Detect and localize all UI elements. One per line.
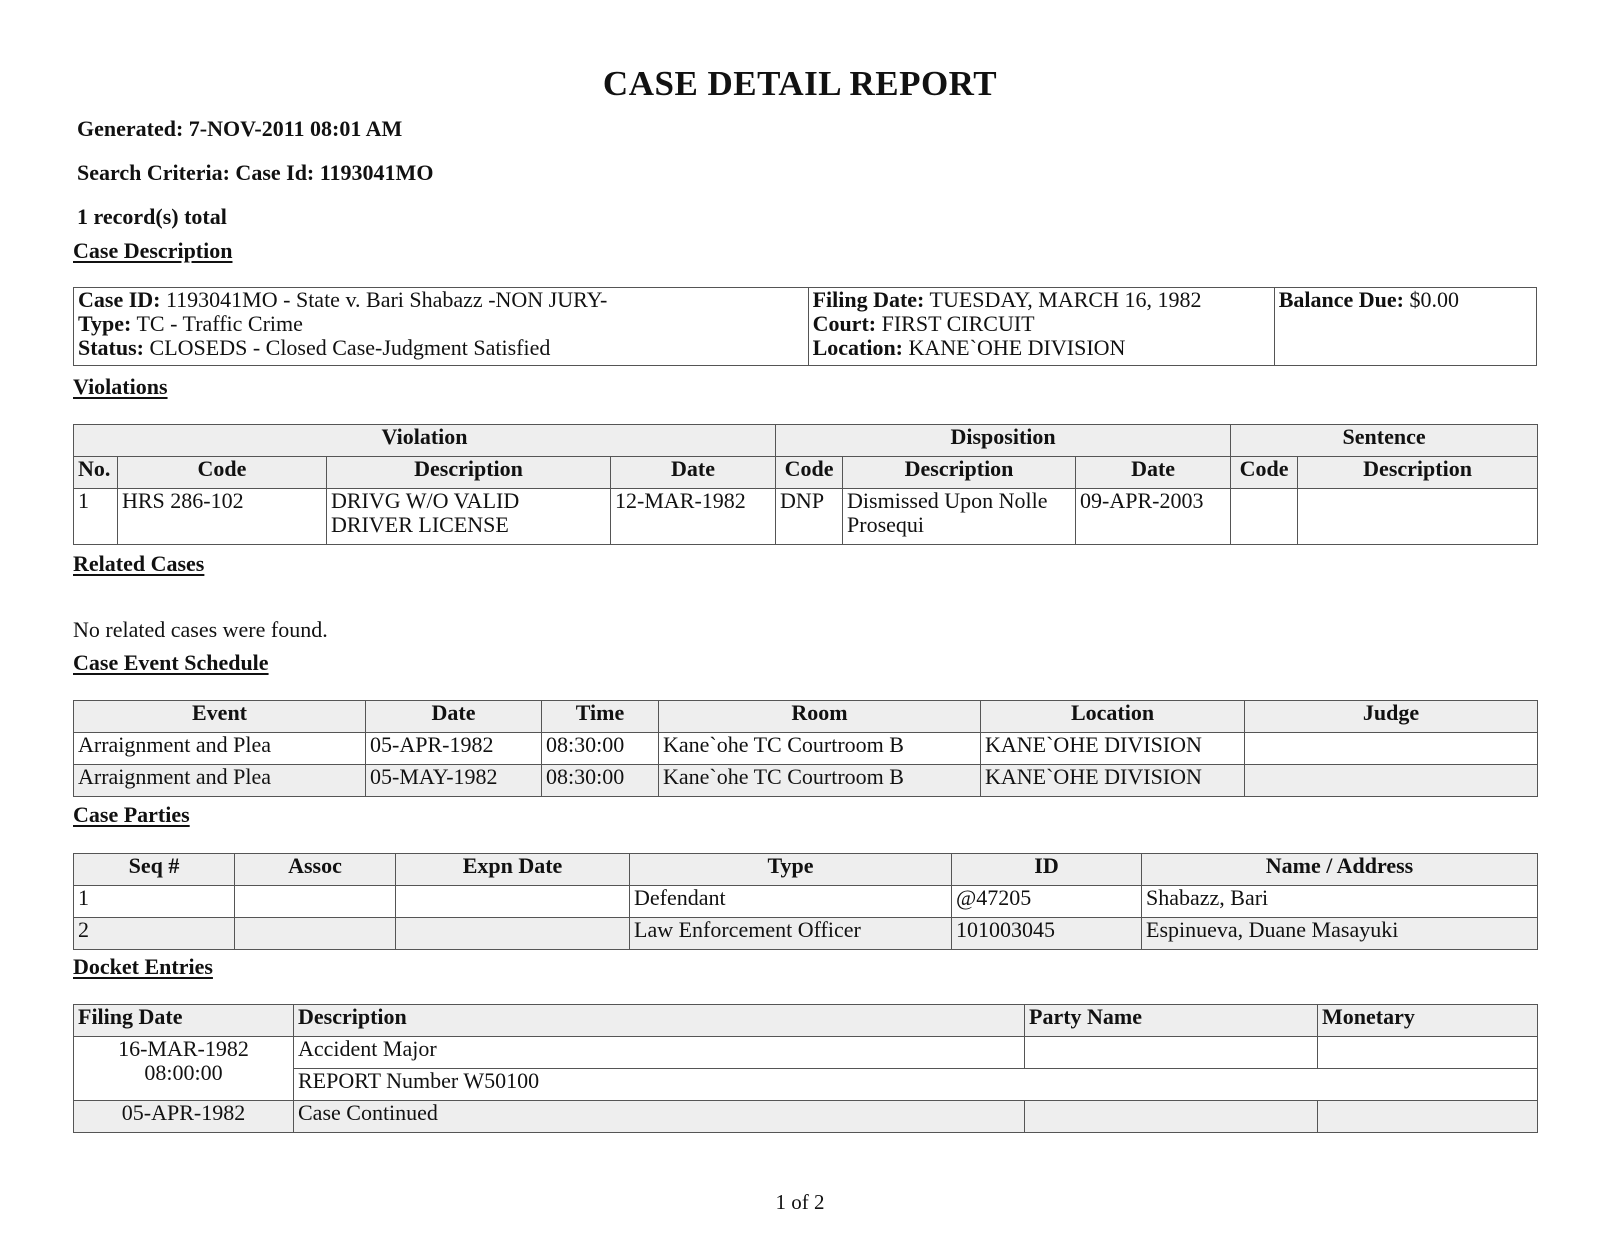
related-cases-heading: Related Cases	[73, 551, 205, 576]
violations-heading: Violations	[73, 374, 168, 399]
docket-time: 08:00:00	[144, 1060, 223, 1085]
event-schedule-heading: Case Event Schedule	[73, 650, 269, 675]
party-name: Shabazz, Bari	[1142, 886, 1538, 918]
disposition-group-header: Disposition	[776, 425, 1231, 457]
party-type: Defendant	[630, 886, 952, 918]
col-header-description: Description	[327, 457, 611, 489]
party-seq: 1	[74, 886, 235, 918]
filing-date-value: TUESDAY, MARCH 16, 1982	[929, 287, 1202, 312]
party-id: 101003045	[952, 918, 1142, 950]
col-header-expn-date: Expn Date	[396, 854, 630, 886]
disposition-code: DNP	[776, 489, 843, 545]
case-id-value: 1193041MO - State v. Bari Shabazz -NON JURY-	[166, 287, 608, 312]
case-description-heading: Case Description	[73, 238, 233, 263]
col-header-seq: Seq #	[74, 854, 235, 886]
col-header-party-name: Party Name	[1025, 1005, 1318, 1037]
balance-value: $0.00	[1409, 287, 1459, 312]
col-header-description: Description	[294, 1005, 1025, 1037]
location-label: Location:	[812, 335, 904, 360]
col-header-no: No.	[74, 457, 118, 489]
party-id: @47205	[952, 886, 1142, 918]
violation-description: DRIVG W/O VALID DRIVER LICENSE	[327, 489, 611, 545]
status-label: Status:	[78, 335, 145, 360]
table-row	[74, 1069, 1538, 1101]
table-row	[74, 886, 1538, 918]
party-assoc	[235, 886, 396, 918]
event-room: Kane`ohe TC Courtroom B	[659, 733, 981, 765]
report-title: CASE DETAIL REPORT	[602, 64, 998, 103]
col-header-name-address: Name / Address	[1142, 854, 1538, 886]
event-schedule-table	[73, 700, 1538, 797]
col-header-sent-code: Code	[1231, 457, 1298, 489]
case-parties-table	[73, 853, 1538, 950]
party-name: Espinueva, Duane Masayuki	[1142, 918, 1538, 950]
docket-entries-heading: Docket Entries	[73, 954, 213, 979]
filing-date-label: Filing Date:	[812, 287, 925, 312]
docket-party-name	[1025, 1037, 1318, 1069]
generated-line: Generated: 7-NOV-2011 08:01 AM	[77, 116, 403, 141]
col-header-disp-code: Code	[776, 457, 843, 489]
type-value: TC - Traffic Crime	[136, 311, 303, 336]
col-header-time: Time	[542, 701, 659, 733]
status-value: CLOSEDS - Closed Case-Judgment Satisfied	[149, 335, 551, 360]
col-header-date: Date	[366, 701, 542, 733]
type-label: Type:	[78, 311, 132, 336]
col-header-code: Code	[118, 457, 327, 489]
party-expn-date	[396, 918, 630, 950]
table-row	[74, 489, 1538, 545]
event-date: 05-APR-1982	[366, 733, 542, 765]
violation-code: HRS 286-102	[118, 489, 327, 545]
docket-party-name	[1025, 1101, 1318, 1133]
sentence-code	[1231, 489, 1298, 545]
docket-filing-date: 05-APR-1982	[74, 1101, 294, 1133]
col-header-event: Event	[74, 701, 366, 733]
disposition-date: 09-APR-2003	[1076, 489, 1231, 545]
party-type: Law Enforcement Officer	[630, 918, 952, 950]
disposition-description: Dismissed Upon Nolle Prosequi	[843, 489, 1076, 545]
sentence-group-header: Sentence	[1231, 425, 1538, 457]
violation-date: 12-MAR-1982	[611, 489, 776, 545]
docket-description: Case Continued	[294, 1101, 1025, 1133]
party-seq: 2	[74, 918, 235, 950]
court-value: FIRST CIRCUIT	[881, 311, 1035, 336]
col-header-location: Location	[981, 701, 1245, 733]
event-location: KANE`OHE DIVISION	[981, 733, 1245, 765]
col-header-id: ID	[952, 854, 1142, 886]
case-description-table	[73, 287, 1537, 366]
table-row	[74, 1037, 1538, 1069]
case-id-label: Case ID:	[78, 287, 161, 312]
location-value: KANE`OHE DIVISION	[908, 335, 1126, 360]
court-label: Court:	[812, 311, 877, 336]
sentence-description	[1298, 489, 1538, 545]
event-date: 05-MAY-1982	[366, 765, 542, 797]
col-header-sent-description: Description	[1298, 457, 1538, 489]
docket-filing-date	[74, 1037, 294, 1101]
col-header-judge: Judge	[1245, 701, 1538, 733]
party-expn-date	[396, 886, 630, 918]
case-id-cell	[74, 288, 809, 366]
balance-cell	[1274, 288, 1536, 366]
col-header-filing-date: Filing Date	[74, 1005, 294, 1037]
table-row	[74, 765, 1538, 797]
col-header-room: Room	[659, 701, 981, 733]
col-header-disp-description: Description	[843, 457, 1076, 489]
no-related-cases-message: No related cases were found.	[73, 617, 328, 642]
balance-label: Balance Due:	[1278, 287, 1404, 312]
event-name: Arraignment and Plea	[74, 733, 366, 765]
violations-table	[73, 424, 1538, 545]
table-row	[74, 733, 1538, 765]
event-room: Kane`ohe TC Courtroom B	[659, 765, 981, 797]
col-header-monetary: Monetary	[1318, 1005, 1538, 1037]
event-time: 08:30:00	[542, 765, 659, 797]
search-criteria-line: Search Criteria: Case Id: 1193041MO	[77, 160, 434, 185]
col-header-date: Date	[611, 457, 776, 489]
case-parties-heading: Case Parties	[73, 802, 190, 827]
table-row	[74, 1101, 1538, 1133]
event-judge	[1245, 733, 1538, 765]
event-name: Arraignment and Plea	[74, 765, 366, 797]
docket-date: 16-MAR-1982	[118, 1036, 249, 1061]
col-header-assoc: Assoc	[235, 854, 396, 886]
docket-entries-table	[73, 1004, 1538, 1133]
event-judge	[1245, 765, 1538, 797]
docket-description: Accident Major	[294, 1037, 1025, 1069]
col-header-disp-date: Date	[1076, 457, 1231, 489]
col-header-type: Type	[630, 854, 952, 886]
record-count-line: 1 record(s) total	[77, 204, 227, 229]
event-time: 08:30:00	[542, 733, 659, 765]
violation-group-header: Violation	[74, 425, 776, 457]
table-row	[74, 918, 1538, 950]
docket-monetary	[1318, 1101, 1538, 1133]
violation-no: 1	[74, 489, 118, 545]
party-assoc	[235, 918, 396, 950]
page-number: 1 of 2	[775, 1190, 825, 1214]
docket-note: REPORT Number W50100	[294, 1069, 1538, 1101]
docket-monetary	[1318, 1037, 1538, 1069]
filing-cell	[808, 288, 1274, 366]
event-location: KANE`OHE DIVISION	[981, 765, 1245, 797]
